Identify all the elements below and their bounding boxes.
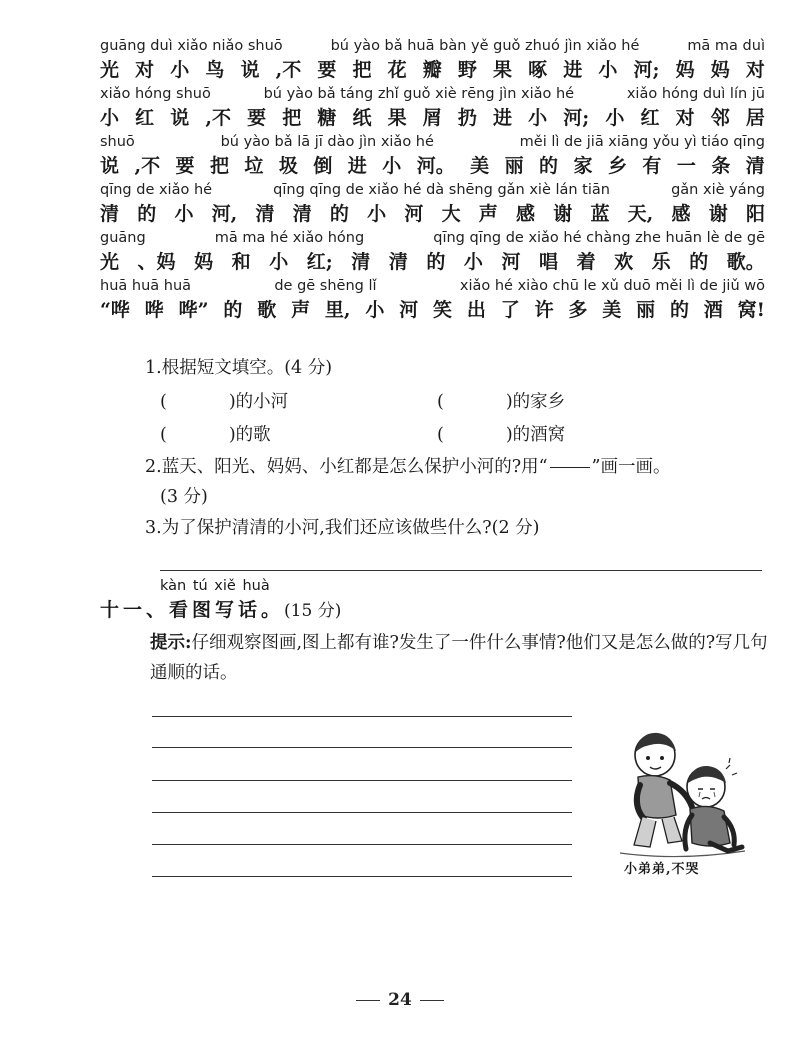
hanzi-char: ,不 — [134, 155, 161, 177]
hanzi-line — [100, 152, 765, 180]
pinyin-segment: xiǎo hóng duì lín jū — [626, 86, 765, 102]
pinyin-line — [100, 84, 765, 104]
hanzi-char: ,不 — [205, 107, 231, 129]
hanzi-char: “哗 — [100, 299, 130, 321]
hanzi-char: 的 — [137, 203, 157, 225]
hanzi-char: 家 — [573, 155, 593, 177]
pinyin-segment: gǎn xiè yáng — [671, 182, 765, 198]
hanzi-line — [100, 200, 765, 228]
hanzi-char: 的 — [329, 203, 349, 225]
underline-mark — [550, 467, 590, 468]
hanzi-line — [100, 56, 765, 84]
hanzi-char: 小 — [365, 299, 385, 321]
picture-caption: 小弟弟,不哭 — [624, 862, 700, 877]
hanzi-char: 着 — [576, 251, 596, 273]
answer-line-q3[interactable] — [160, 570, 762, 571]
hanzi-line — [100, 248, 765, 276]
hanzi-char: 纸 — [352, 107, 372, 129]
hanzi-char: 要 — [175, 155, 195, 177]
hanzi-char: 的 — [539, 155, 559, 177]
hanzi-char: 鸟 — [205, 59, 225, 81]
hanzi-char: 河 — [404, 203, 424, 225]
pinyin-segment: měi lì de jiā xiāng yǒu yì tiáo qīng — [519, 134, 765, 150]
hanzi-char: 和 — [231, 251, 251, 273]
hanzi-char: 的 — [426, 251, 446, 273]
pinyin-segment: xiǎo hóng shuō — [100, 86, 211, 102]
hanzi-char: 说 — [240, 59, 260, 81]
writing-line-1[interactable] — [152, 716, 572, 717]
page-number: 24 — [0, 990, 800, 1010]
hanzi-char: 小 — [100, 107, 120, 129]
hanzi-char: 谢 — [553, 203, 573, 225]
writing-line-3[interactable] — [152, 780, 572, 781]
hanzi-char: 要 — [247, 107, 267, 129]
hanzi-char: 阳 — [745, 203, 765, 225]
hanzi-char: 小 — [598, 59, 618, 81]
hanzi-char: 感 — [516, 203, 536, 225]
hanzi-char: 歌。 — [726, 251, 765, 273]
hanzi-char: 出 — [466, 299, 486, 321]
fill-blank-4[interactable]: ( )的酒窝 — [437, 425, 566, 445]
hanzi-char: ,不 — [275, 59, 302, 81]
pinyin-segment: bú yào bǎ táng zhǐ guǒ xiè rēng jìn xiǎo hé — [263, 86, 575, 102]
hanzi-char: 啄 — [528, 59, 548, 81]
hanzi-char: 的 — [669, 299, 689, 321]
hanzi-char: 乡 — [607, 155, 627, 177]
hanzi-char: 声 — [291, 299, 311, 321]
dash-left — [356, 1000, 380, 1001]
hanzi-char: 里, — [324, 299, 351, 321]
pinyin-segment: qīng qīng de xiǎo hé chàng zhe huān lè de gē — [433, 230, 765, 246]
question-3: 3.为了保护清清的小河,我们还应该做些什么?(2 分) — [145, 518, 540, 538]
hanzi-char: 河; — [563, 107, 590, 129]
hanzi-char: 清 — [100, 203, 120, 225]
hanzi-char: 酒 — [703, 299, 723, 321]
hanzi-char: 扔 — [457, 107, 477, 129]
hanzi-char: 乐 — [651, 251, 671, 273]
question-1: 1.根据短文填空。(4 分) — [145, 358, 333, 378]
fill-blank-3[interactable]: ( )的歌 — [160, 425, 271, 445]
pinyin-segment: mā ma duì — [687, 38, 765, 54]
question-2: 2.蓝天、阳光、妈妈、小红都是怎么保护小河的?用“ ”画一画。 — [145, 457, 671, 477]
pinyin-line — [100, 228, 765, 248]
hanzi-char: 清 — [255, 203, 275, 225]
hanzi-char: 声 — [478, 203, 498, 225]
hanzi-char: 说 — [170, 107, 190, 129]
hanzi-char: 一 — [676, 155, 696, 177]
hanzi-char: 把 — [352, 59, 372, 81]
hanzi-char: 小 — [528, 107, 548, 129]
hanzi-char: 圾 — [278, 155, 298, 177]
hanzi-char: 大 — [441, 203, 461, 225]
hanzi-char: 欢 — [614, 251, 634, 273]
hanzi-char: 了 — [500, 299, 520, 321]
hanzi-char: 红 — [135, 107, 155, 129]
pinyin-segment: guāng — [100, 230, 146, 246]
hanzi-char: 清 — [292, 203, 312, 225]
hanzi-char: 小 — [382, 155, 402, 177]
hanzi-char: 进 — [563, 59, 583, 81]
hanzi-char: 小 — [463, 251, 483, 273]
hanzi-char: 天, — [627, 203, 654, 225]
pinyin-line — [100, 276, 765, 296]
hanzi-char: 河 — [399, 299, 419, 321]
hanzi-char: 瓣 — [422, 59, 442, 81]
fill-blank-2[interactable]: ( )的家乡 — [437, 392, 566, 412]
fill-blank-1[interactable]: ( )的小河 — [160, 392, 289, 412]
section-11-title: 十一、看图写话。(15 分) — [100, 599, 342, 621]
hanzi-char: 蓝 — [590, 203, 610, 225]
hanzi-char: 进 — [347, 155, 367, 177]
hanzi-char: 窝! — [737, 299, 765, 321]
writing-line-6[interactable] — [152, 876, 572, 877]
hanzi-char: 笑 — [433, 299, 453, 321]
hanzi-char: 屑 — [422, 107, 442, 129]
hanzi-char: 果 — [492, 59, 512, 81]
hanzi-char: 条 — [711, 155, 731, 177]
writing-line-4[interactable] — [152, 812, 572, 813]
hanzi-char: 妈 — [710, 59, 730, 81]
hanzi-char: 美 — [602, 299, 622, 321]
writing-line-5[interactable] — [152, 844, 572, 845]
hanzi-char: 丽 — [504, 155, 524, 177]
hanzi-char: 红; — [306, 251, 333, 273]
hanzi-char: 河, — [211, 203, 238, 225]
hanzi-line — [100, 104, 765, 132]
hanzi-char: 河; — [633, 59, 660, 81]
hanzi-char: 把 — [282, 107, 302, 129]
writing-line-2[interactable] — [152, 747, 572, 748]
hanzi-char: 感 — [671, 203, 691, 225]
hanzi-char: 清 — [351, 251, 371, 273]
pinyin-line — [100, 36, 765, 56]
hanzi-char: 多 — [568, 299, 588, 321]
hanzi-char: 妈 — [194, 251, 214, 273]
dash-right — [420, 1000, 444, 1001]
pinyin-segment: xiǎo hé xiào chū le xǔ duō měi lì de jiǔ wō — [459, 278, 765, 294]
hanzi-char: 小 — [174, 203, 194, 225]
question-2-score: (3 分) — [160, 487, 208, 507]
hanzi-line — [100, 296, 765, 324]
hanzi-char: 把 — [209, 155, 229, 177]
section-title-pinyin: kàn tú xiě huà — [160, 578, 270, 594]
hanzi-char: 糖 — [317, 107, 337, 129]
hanzi-char: 光 — [100, 251, 120, 273]
pinyin-segment: de gē shēng lǐ — [274, 278, 377, 294]
hanzi-char: 妈 — [675, 59, 695, 81]
pinyin-segment: mā ma hé xiǎo hóng — [214, 230, 365, 246]
hanzi-char: 歌 — [257, 299, 277, 321]
hanzi-char: 居 — [745, 107, 765, 129]
hanzi-char: 小 — [269, 251, 289, 273]
hanzi-char: 河。 — [416, 155, 455, 177]
hanzi-char: 许 — [534, 299, 554, 321]
hanzi-char: 唱 — [539, 251, 559, 273]
pinyin-segment: bú yào bǎ huā bàn yě guǒ zhuó jìn xiǎo hé — [330, 38, 640, 54]
pinyin-segment: guāng duì xiǎo niǎo shuō — [100, 38, 283, 54]
pinyin-segment: qīng qīng de xiǎo hé dà shēng gǎn xiè lán tiān — [273, 182, 610, 198]
hanzi-char: 清 — [745, 155, 765, 177]
hanzi-char: 进 — [492, 107, 512, 129]
hanzi-char: 美 — [470, 155, 490, 177]
hanzi-char: 有 — [642, 155, 662, 177]
hanzi-char: 说 — [100, 155, 120, 177]
writing-hint: 提示:仔细观察图画,图上都有谁?发生了一件什么事情?他们又是怎么做的?写几句通顺的话。 — [150, 633, 768, 683]
hanzi-char: 光 — [100, 59, 120, 81]
hanzi-char: 小 — [605, 107, 625, 129]
hanzi-char: 对 — [135, 59, 155, 81]
hanzi-char: 的 — [223, 299, 243, 321]
hanzi-char: 小 — [367, 203, 387, 225]
pinyin-line — [100, 180, 765, 200]
hanzi-char: 清 — [388, 251, 408, 273]
hanzi-char: 垃 — [244, 155, 264, 177]
hanzi-char: 果 — [387, 107, 407, 129]
reading-passage — [100, 36, 765, 324]
hanzi-char: 邻 — [710, 107, 730, 129]
hanzi-char: 、妈 — [137, 251, 176, 273]
pinyin-segment: huā huā huā — [100, 278, 192, 294]
hanzi-char: 对 — [745, 59, 765, 81]
hanzi-char: 红 — [640, 107, 660, 129]
hanzi-char: 哗 — [144, 299, 164, 321]
hanzi-char: 的 — [689, 251, 709, 273]
hanzi-char: 倒 — [313, 155, 333, 177]
hanzi-char: 要 — [317, 59, 337, 81]
hanzi-char: 对 — [675, 107, 695, 129]
pinyin-segment: qīng de xiǎo hé — [100, 182, 213, 198]
pinyin-line — [100, 132, 765, 152]
pinyin-segment: bú yào bǎ lā jī dào jìn xiǎo hé — [220, 134, 434, 150]
children-illustration — [610, 725, 750, 875]
hanzi-char: 哗” — [178, 299, 209, 321]
hanzi-char: 谢 — [708, 203, 728, 225]
hanzi-char: 河 — [501, 251, 521, 273]
hanzi-char: 野 — [457, 59, 477, 81]
hanzi-char: 花 — [387, 59, 407, 81]
hanzi-char: 丽 — [636, 299, 656, 321]
hanzi-char: 小 — [170, 59, 190, 81]
pinyin-segment: shuō — [100, 134, 135, 150]
